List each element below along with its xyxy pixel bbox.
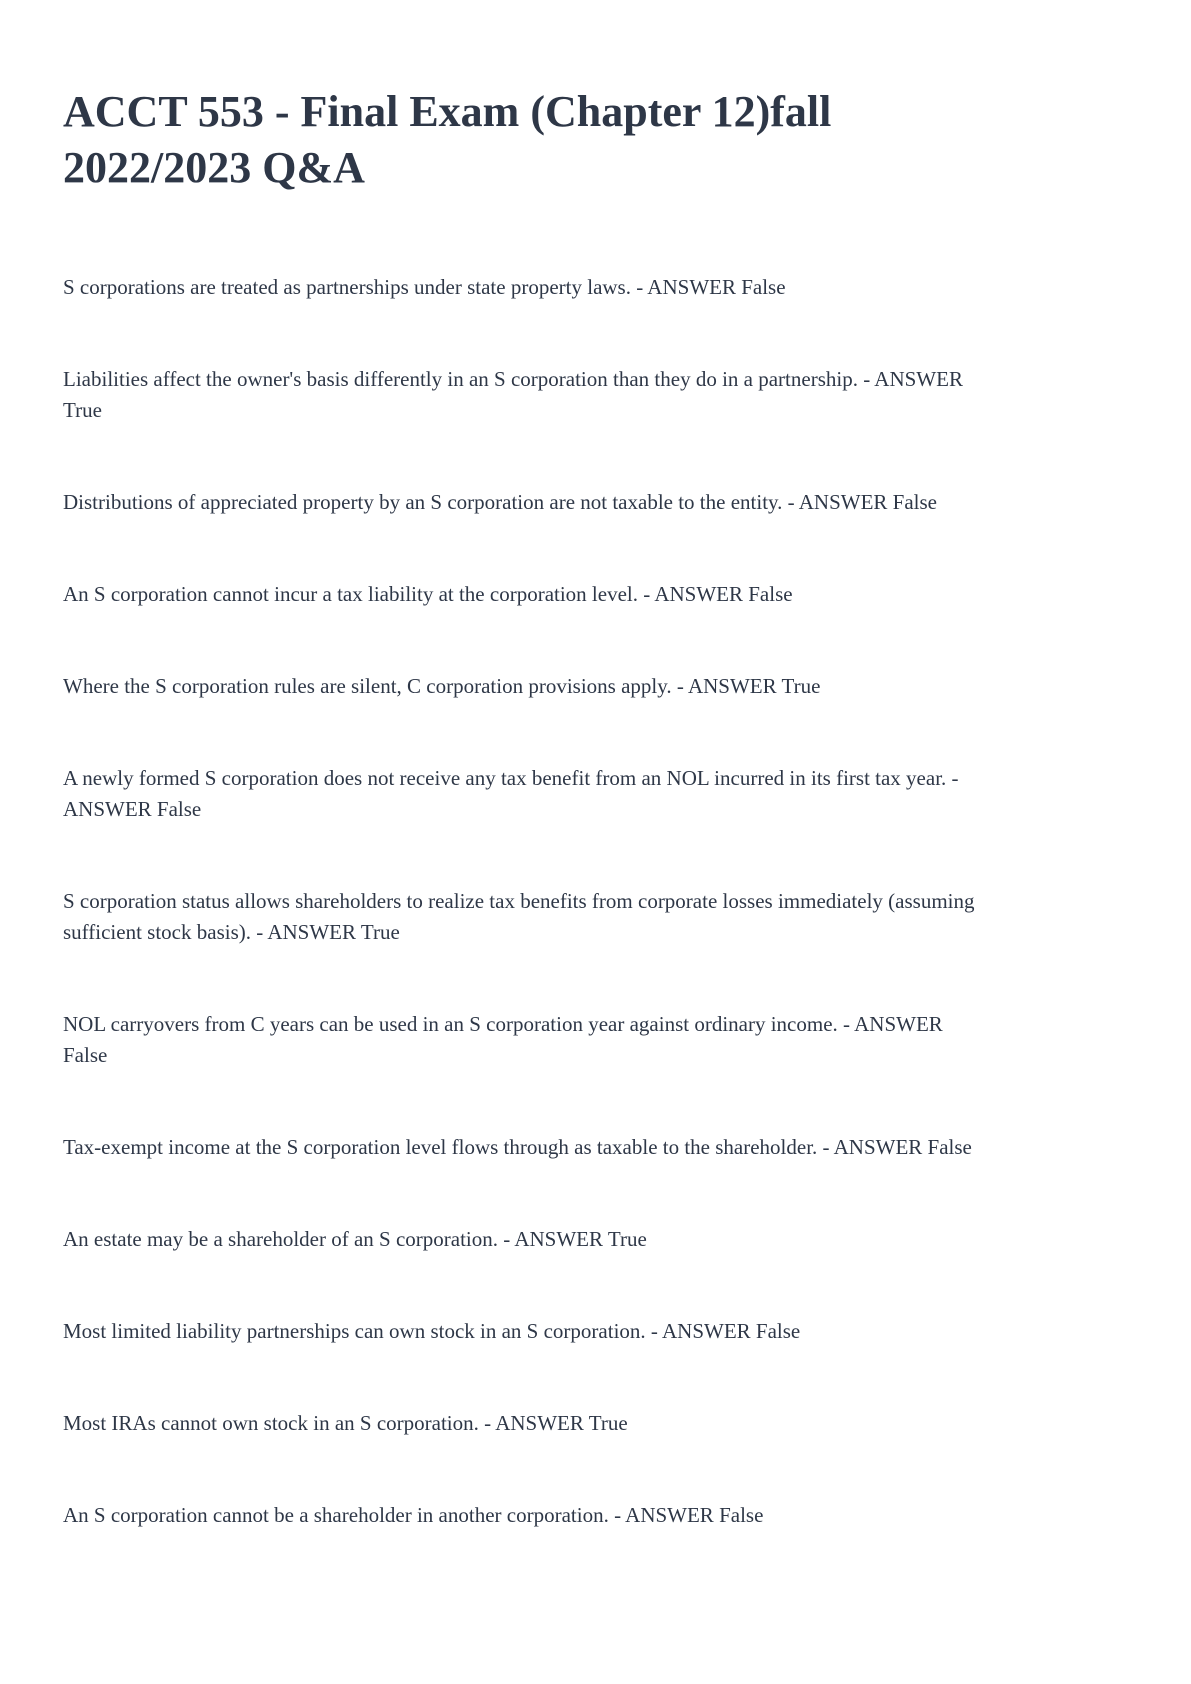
qa-item-5: [63, 671, 1128, 702]
qa-item-1-line-1: S corporations are treated as partnerships under state property laws. - ANSWER False: [63, 275, 786, 299]
qa-item-5-line-1: Where the S corporation rules are silent, C corporation provisions apply. - ANSWER True: [63, 674, 821, 698]
qa-item-12-line-1: Most IRAs cannot own stock in an S corporation. - ANSWER True: [63, 1411, 628, 1435]
qa-item-3: [63, 487, 1128, 518]
qa-item-7-line-2: sufficient stock basis). - ANSWER True: [63, 920, 400, 944]
qa-item-8-line-1: NOL carryovers from C years can be used in an S corporation year against ordinary income. - ANSWER: [63, 1012, 943, 1036]
qa-item-4: [63, 579, 1128, 610]
qa-item-11: [63, 1316, 1128, 1347]
qa-item-3-line-1: Distributions of appreciated property by an S corporation are not taxable to the entity. - ANSWER False: [63, 490, 938, 514]
qa-item-11-line-1: Most limited liability partnerships can own stock in an S corporation. - ANSWER False: [63, 1319, 801, 1343]
qa-item-2-line-2: True: [63, 398, 102, 422]
qa-item-6-line-2: ANSWER False: [63, 797, 202, 821]
document-title-line-2: 2022/2023 Q&A: [63, 143, 365, 192]
qa-item-6-line-1: A newly formed S corporation does not receive any tax benefit from an NOL incurred in its first tax year. -: [63, 766, 959, 790]
qa-item-4-line-1: An S corporation cannot incur a tax liability at the corporation level. - ANSWER False: [63, 582, 793, 606]
qa-item-8: [63, 1009, 1128, 1071]
document-title: [63, 0, 1128, 196]
qa-item-6: [63, 763, 1128, 825]
qa-item-13: [63, 1500, 1128, 1531]
qa-item-2: [63, 364, 1128, 426]
qa-item-2-line-1: Liabilities affect the owner's basis differently in an S corporation than they do in a partnership. - ANSWER: [63, 367, 963, 391]
qa-item-9-line-1: Tax-exempt income at the S corporation level flows through as taxable to the shareholder. - ANSWER False: [63, 1135, 972, 1159]
qa-item-10-line-1: An estate may be a shareholder of an S corporation. - ANSWER True: [63, 1227, 647, 1251]
qa-item-7: [63, 886, 1128, 948]
qa-item-12: [63, 1408, 1128, 1439]
qa-item-1: [63, 272, 1128, 303]
qa-item-9: [63, 1132, 1128, 1163]
qa-item-8-line-2: False: [63, 1043, 108, 1067]
qa-item-10: [63, 1224, 1128, 1255]
document-title-line-1: ACCT 553 - Final Exam (Chapter 12)fall: [63, 87, 832, 136]
qa-item-7-line-1: S corporation status allows shareholders to realize tax benefits from corporate losses immediately (assuming: [63, 889, 975, 913]
qa-item-13-line-1: An S corporation cannot be a shareholder in another corporation. - ANSWER False: [63, 1503, 764, 1527]
qa-list: [63, 272, 1128, 1531]
